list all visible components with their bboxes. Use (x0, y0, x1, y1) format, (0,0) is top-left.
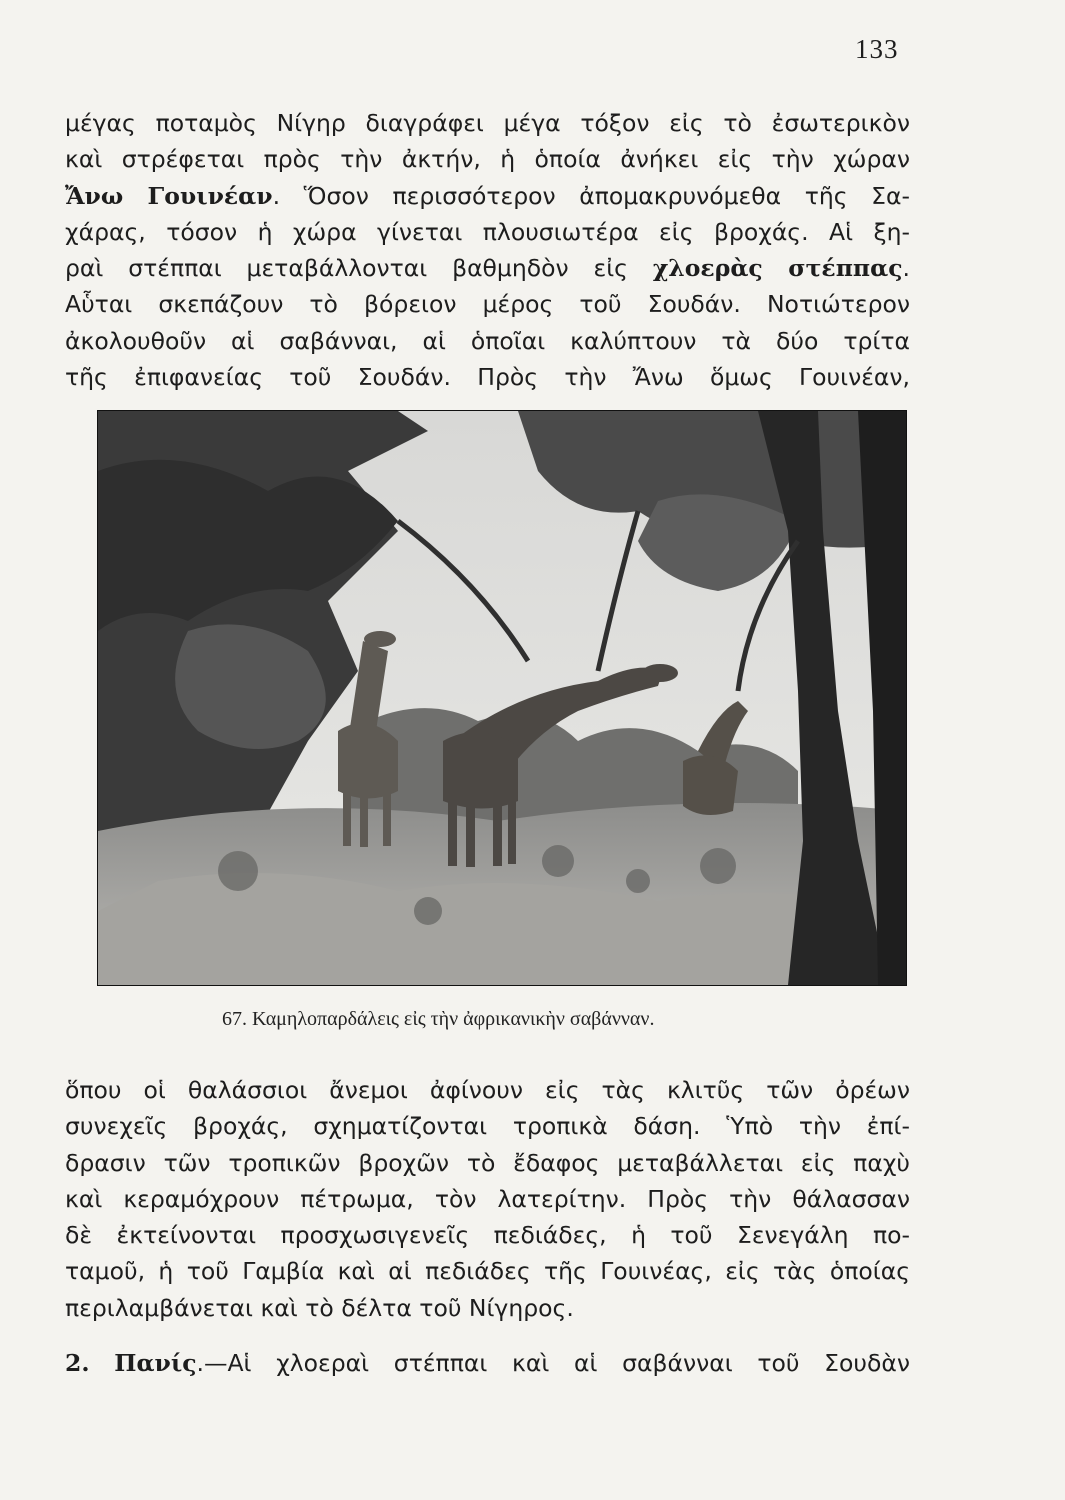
photo-illustration (98, 411, 906, 985)
term-ano-gouinean: Ἄνω Γουινέαν (65, 181, 273, 210)
text-line: ἀκολουθοῦν αἱ σαβάνναι, αἱ ὁποῖαι καλύπτουν τὰ δύο τρίτα (65, 326, 910, 355)
text-line: ὅπου οἱ θαλάσσιοι ἄνεμοι ἀφίνουν εἰς τὰς κλιτῦς τῶν ὀρέων (65, 1076, 910, 1104)
savanna-giraffes-photo (97, 410, 907, 986)
text-line: περιλαμβάνεται καὶ τὸ δέλτα τοῦ Νίγηρος. (65, 1293, 574, 1322)
paragraph-intro (65, 105, 910, 395)
text-line: ταμοῦ, ἡ τοῦ Γαμβία καὶ αἱ πεδιάδες τῆς Γουινέας, εἰς τὰς ὁποίας (65, 1257, 910, 1286)
figure-caption: 67. Καμηλοπαρδάλεις εἰς τὴν ἀφρικανικὴν σαβάνναν. (222, 1008, 655, 1030)
section-text: .—Αἱ χλοεραὶ στέππαι καὶ αἱ σαβάνναι τοῦ Σουδὰν (196, 1349, 910, 1377)
text-line (65, 250, 910, 286)
text-line (65, 178, 910, 214)
text-fragment: . (902, 254, 910, 283)
section-fauna (65, 1345, 910, 1381)
text-fragment: ραὶ στέππαι μεταβάλλονται βαθμηδὸν εἰς (65, 254, 653, 283)
section-title: Πανίς (114, 1349, 197, 1377)
page-number: 133 (855, 34, 899, 64)
paragraph-forests (65, 1072, 910, 1326)
text-line: καὶ στρέφεται πρὸς τὴν ἀκτήν, ἡ ὁποία ἀνήκει εἰς τὴν χώραν (65, 145, 910, 174)
text-line: συνεχεῖς βροχάς, σχηματίζονται τροπικὰ δάση. Ὑπὸ τὴν ἐπί- (65, 1112, 910, 1141)
text-line: μέγας ποταμὸς Νίγηρ διαγράφει μέγα τόξον εἰς τὸ ἐσωτερικὸν (65, 109, 910, 137)
text-line: χάρας, τόσον ἡ χώρα γίνεται πλουσιωτέρα εἰς βροχάς. Αἱ ξη- (65, 217, 910, 246)
text-line: δρασιν τῶν τροπικῶν βροχῶν τὸ ἔδαφος μεταβάλλεται εἰς παχὺ (65, 1148, 910, 1177)
text-line: Αὗται σκεπάζουν τὸ βόρειον μέρος τοῦ Σουδάν. Νοτιώτερον (65, 290, 910, 319)
text-line: καὶ κεραμόχρουν πέτρωμα, τὸν λατερίτην. Πρὸς τὴν θάλασσαν (65, 1184, 910, 1213)
text-line: τῆς ἐπιφανείας τοῦ Σουδάν. Πρὸς τὴν Ἄνω ὅμως Γουινέαν, (65, 363, 910, 392)
text-line: δὲ ἐκτείνονται προσχωσιγενεῖς πεδιάδες, ἡ τοῦ Σενεγάλη πο- (65, 1221, 910, 1250)
section-number: 2. (65, 1349, 90, 1377)
text-fragment: . Ὅσον περισσότερον ἀπομακρυνόμεθα τῆς Σα- (272, 181, 910, 210)
section-heading-line (65, 1345, 910, 1381)
term-chloeras-steppas: χλοερὰς στέππας (652, 254, 903, 283)
